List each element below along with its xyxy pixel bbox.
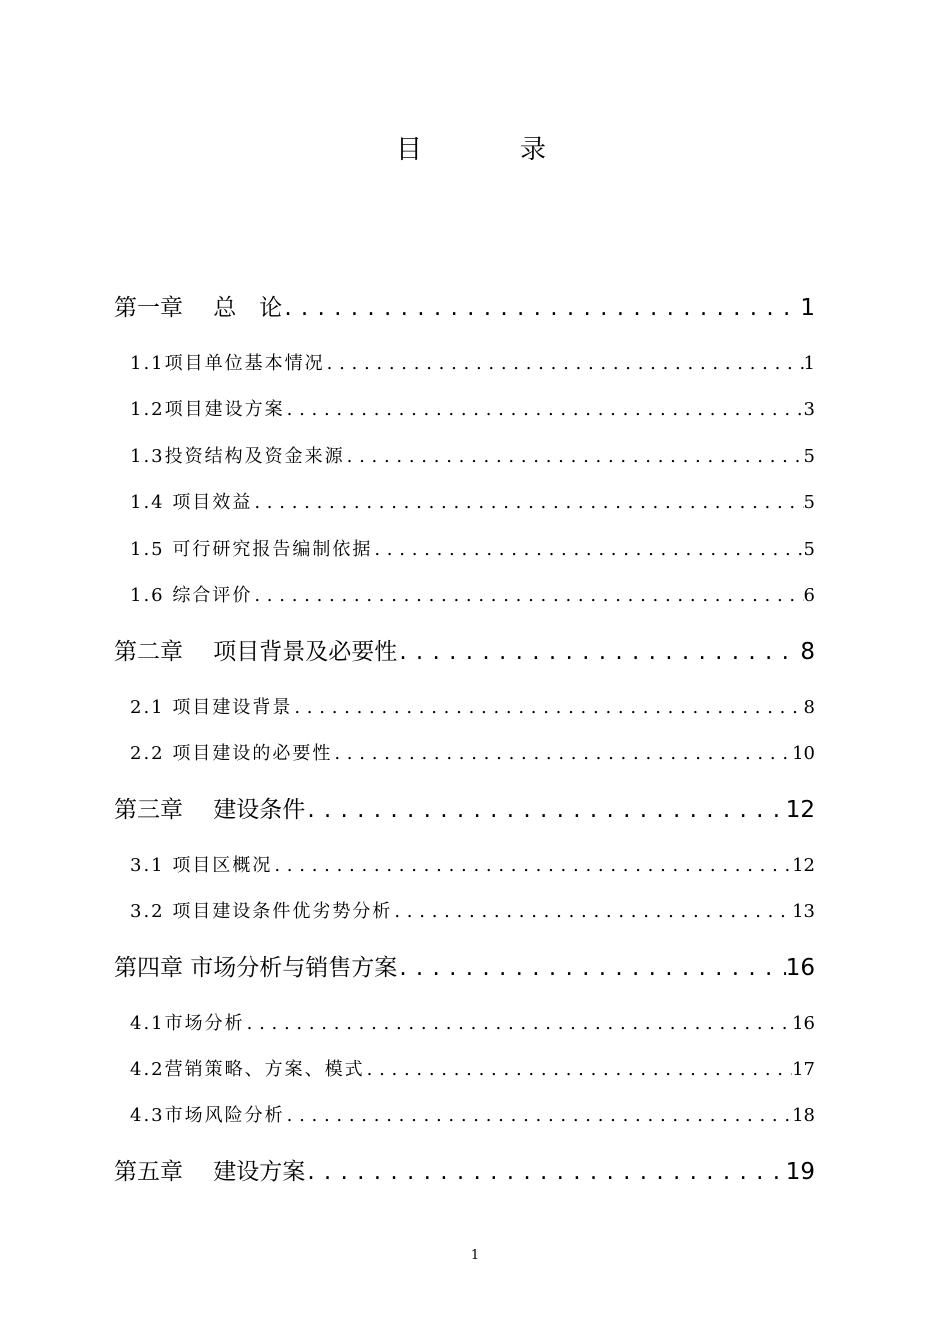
toc-section-4-2[interactable] bbox=[114, 1055, 815, 1085]
toc-entry-page: 5 bbox=[803, 446, 815, 467]
toc-entry-page: 16 bbox=[785, 955, 815, 981]
toc-entry-label: 第五章 建设方案 bbox=[114, 1159, 306, 1185]
toc-entry-page: 17 bbox=[792, 1059, 815, 1080]
toc-entry-page: 3 bbox=[803, 399, 815, 420]
toc-entry-page: 8 bbox=[803, 697, 815, 718]
toc-chapter-1[interactable] bbox=[114, 290, 815, 326]
dot-leader bbox=[252, 581, 803, 611]
toc-entry-page: 1 bbox=[803, 353, 815, 374]
toc-entry-label: 第四章 市场分析与销售方案 bbox=[114, 955, 398, 981]
toc-entry-page: 1 bbox=[800, 295, 815, 321]
footer-page-number: 1 bbox=[470, 1248, 480, 1263]
dot-leader bbox=[397, 634, 800, 670]
toc-entry-label: 第一章 总 论 bbox=[114, 295, 283, 321]
dot-leader bbox=[292, 693, 803, 723]
toc-chapter-5[interactable] bbox=[114, 1154, 815, 1190]
toc-section-4-1[interactable] bbox=[114, 1009, 815, 1039]
toc-entry-label: 1.6 综合评价 bbox=[130, 585, 253, 606]
dot-leader bbox=[245, 1009, 792, 1039]
toc-section-1-1[interactable] bbox=[114, 349, 815, 379]
toc-section-1-6[interactable] bbox=[114, 581, 815, 611]
toc-chapter-2[interactable] bbox=[114, 634, 815, 670]
toc-entry-label: 1.1项目单位基本情况 bbox=[130, 353, 325, 374]
toc-chapter-4[interactable] bbox=[114, 950, 815, 986]
toc-entry-page: 16 bbox=[792, 1013, 815, 1034]
dot-leader bbox=[285, 1101, 792, 1131]
toc-entry-label: 1.4 项目效益 bbox=[130, 492, 253, 513]
toc-entry-page: 13 bbox=[792, 901, 815, 922]
toc-entry-page: 5 bbox=[803, 492, 815, 513]
dot-leader bbox=[332, 739, 792, 769]
toc-entry-page: 8 bbox=[800, 639, 815, 665]
toc-section-1-4[interactable] bbox=[114, 488, 815, 518]
toc-entry-page: 12 bbox=[785, 797, 815, 823]
dot-leader bbox=[285, 395, 804, 425]
toc-entry-label: 4.3市场风险分析 bbox=[130, 1105, 285, 1126]
page-title: 目 录 bbox=[395, 135, 582, 165]
dot-leader bbox=[365, 1055, 792, 1085]
toc-entry-label: 第三章 建设条件 bbox=[114, 797, 306, 823]
dot-leader bbox=[272, 851, 792, 881]
toc-entry-label: 4.2营销策略、方案、模式 bbox=[130, 1059, 365, 1080]
toc-section-2-1[interactable] bbox=[114, 693, 815, 723]
dot-leader bbox=[392, 897, 792, 927]
toc-entry-page: 5 bbox=[803, 539, 815, 560]
dot-leader bbox=[372, 535, 803, 565]
toc-entry-page: 18 bbox=[792, 1105, 815, 1126]
toc-section-2-2[interactable] bbox=[114, 739, 815, 769]
toc-section-3-2[interactable] bbox=[114, 897, 815, 927]
toc-entry-label: 第二章 项目背景及必要性 bbox=[114, 639, 398, 665]
toc-section-1-3[interactable] bbox=[114, 442, 815, 472]
toc-entry-page: 6 bbox=[803, 585, 815, 606]
toc-entry-label: 1.2项目建设方案 bbox=[130, 399, 285, 420]
dot-leader bbox=[305, 792, 785, 828]
toc-entry-label: 3.2 项目建设条件优劣势分析 bbox=[130, 901, 393, 922]
dot-leader bbox=[397, 950, 785, 986]
dot-leader bbox=[305, 1154, 785, 1190]
toc-section-1-5[interactable] bbox=[114, 535, 815, 565]
toc-chapter-3[interactable] bbox=[114, 792, 815, 828]
toc-entry-page: 19 bbox=[785, 1159, 815, 1185]
dot-leader bbox=[252, 488, 803, 518]
dot-leader bbox=[325, 349, 804, 379]
toc-entry-label: 1.5 可行研究报告编制依据 bbox=[130, 539, 373, 560]
toc-entry-page: 12 bbox=[792, 855, 815, 876]
toc-entry-page: 10 bbox=[792, 743, 815, 764]
dot-leader bbox=[282, 290, 800, 326]
toc-section-1-2[interactable] bbox=[114, 395, 815, 425]
toc-section-4-3[interactable] bbox=[114, 1101, 815, 1131]
toc-entry-label: 3.1 项目区概况 bbox=[130, 855, 273, 876]
toc-section-3-1[interactable] bbox=[114, 851, 815, 881]
toc-entry-label: 2.2 项目建设的必要性 bbox=[130, 743, 333, 764]
toc-entry-label: 4.1市场分析 bbox=[130, 1013, 245, 1034]
toc-entry-label: 1.3投资结构及资金来源 bbox=[130, 446, 345, 467]
toc-entry-label: 2.1 项目建设背景 bbox=[130, 697, 293, 718]
dot-leader bbox=[345, 442, 804, 472]
